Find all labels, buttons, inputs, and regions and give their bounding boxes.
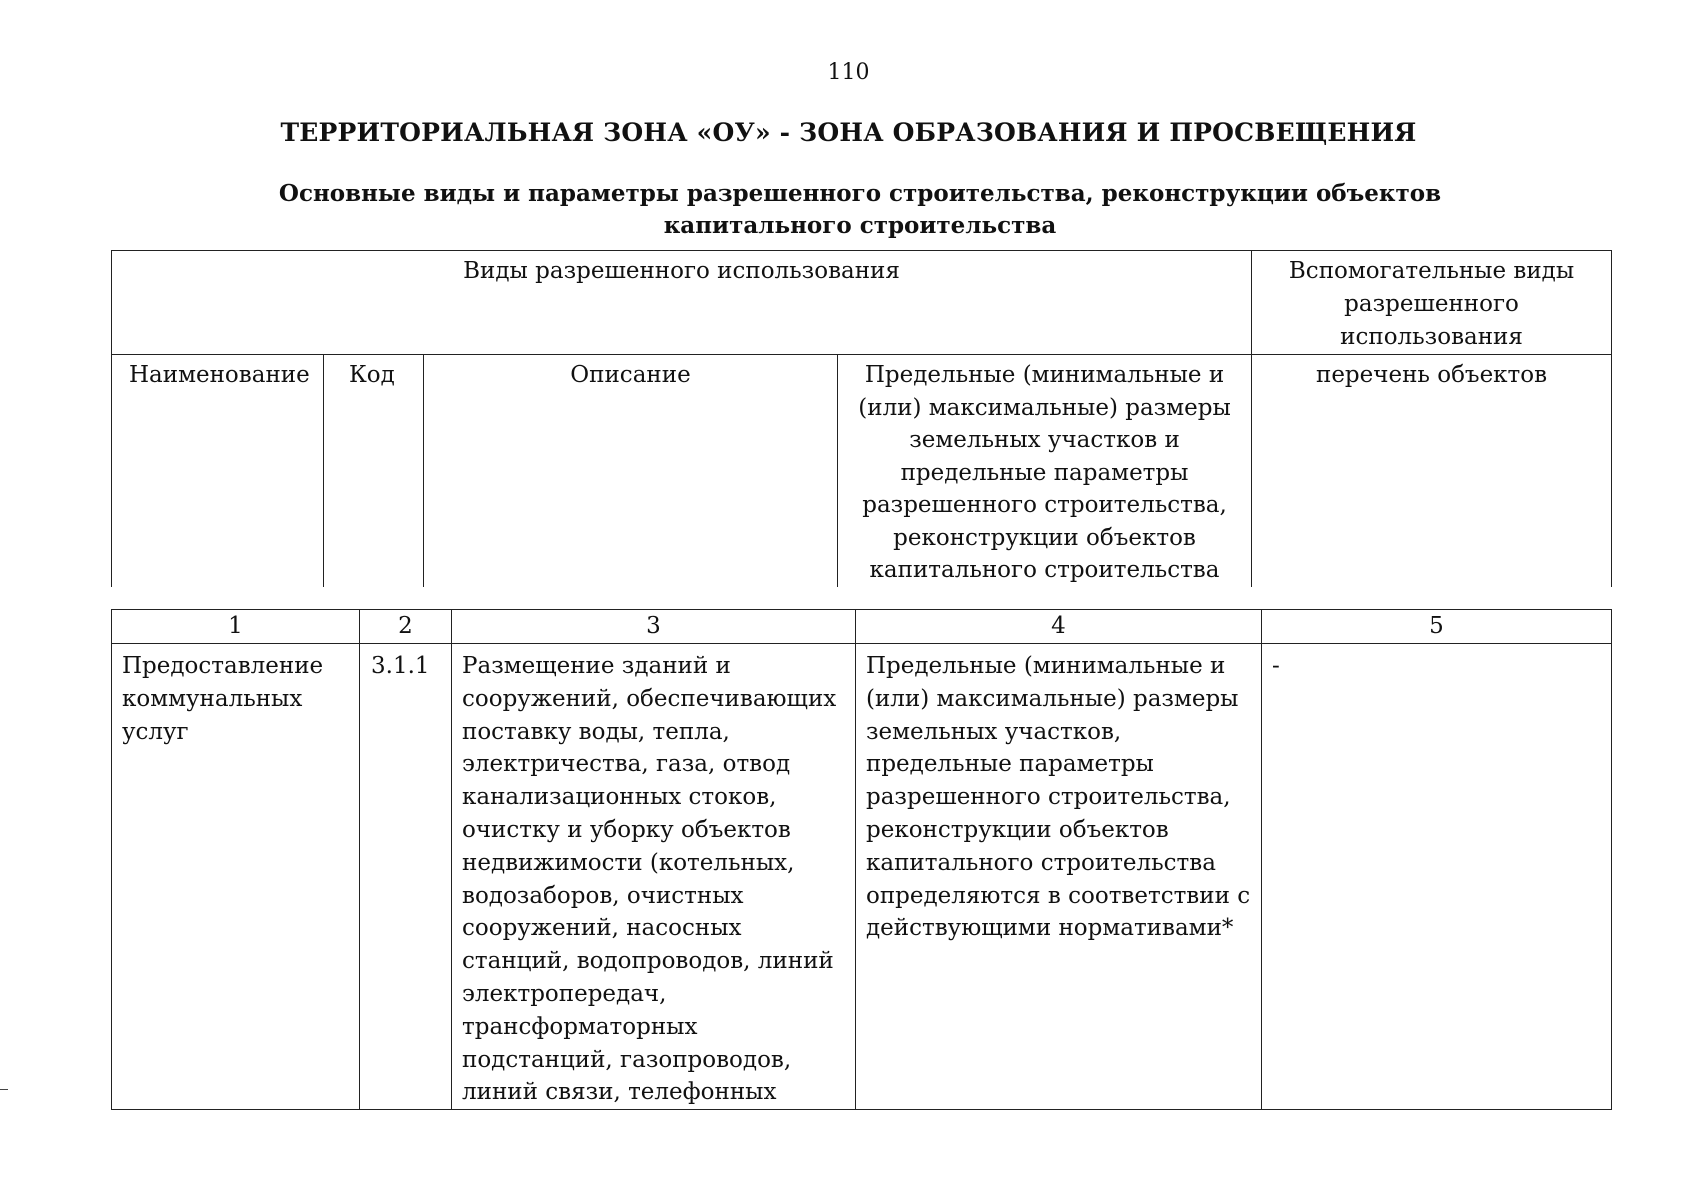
cell-aux: - — [1262, 644, 1612, 1110]
section-title: Основные виды и параметры разрешенного строительства, реконструкции объектов капитального строительства — [278, 180, 1442, 239]
column-number: 2 — [360, 610, 452, 644]
data-table — [111, 609, 1612, 1110]
cell-limits: Предельные (минимальные и (или) максимальные) размеры земельных участков, предельные параметры разрешенного строительства, реконструкции объектов капитального строительства определяются в соответствии с действующими нормативами* — [856, 644, 1262, 1110]
cell-name: Предоставление коммунальных услуг — [112, 644, 360, 1110]
zone-title: ТЕРРИТОРИАЛЬНАЯ ЗОНА «ОУ» - ЗОНА ОБРАЗОВАНИЯ И ПРОСВЕЩЕНИЯ — [280, 118, 1417, 147]
page-number: 110 — [827, 60, 870, 85]
header-col-limits: Предельные (минимальные и (или) максимальные) размеры земельных участков и предельные параметры разрешенного строительства, реконструкции объектов капитального строительства — [838, 355, 1252, 587]
table-row — [112, 644, 1612, 1110]
header-col-code: Код — [324, 355, 424, 587]
column-number: 1 — [112, 610, 360, 644]
header-table — [111, 250, 1612, 587]
column-number: 5 — [1262, 610, 1612, 644]
column-number: 4 — [856, 610, 1262, 644]
header-col-name: Наименование — [112, 355, 324, 587]
column-number: 3 — [452, 610, 856, 644]
cell-description: Размещение зданий и сооружений, обеспечивающих поставку воды, тепла, электричества, газа, отвод канализационных стоков, очистку и уборку объектов недвижимости (котельных, водозаборов, очистных сооружений, насосных станций, водопроводов, линий электропередач, трансформаторных подстанций, газопроводов, линий связи, телефонных — [452, 644, 856, 1110]
header-group-aux: Вспомогательные виды разрешенного использования — [1252, 251, 1612, 355]
cell-code: 3.1.1 — [360, 644, 452, 1110]
header-col-description: Описание — [424, 355, 838, 587]
column-number-row — [112, 610, 1612, 644]
margin-tick — [0, 1089, 8, 1090]
header-col-aux-list: перечень объектов — [1252, 355, 1612, 587]
header-group-main: Виды разрешенного использования — [112, 251, 1252, 355]
